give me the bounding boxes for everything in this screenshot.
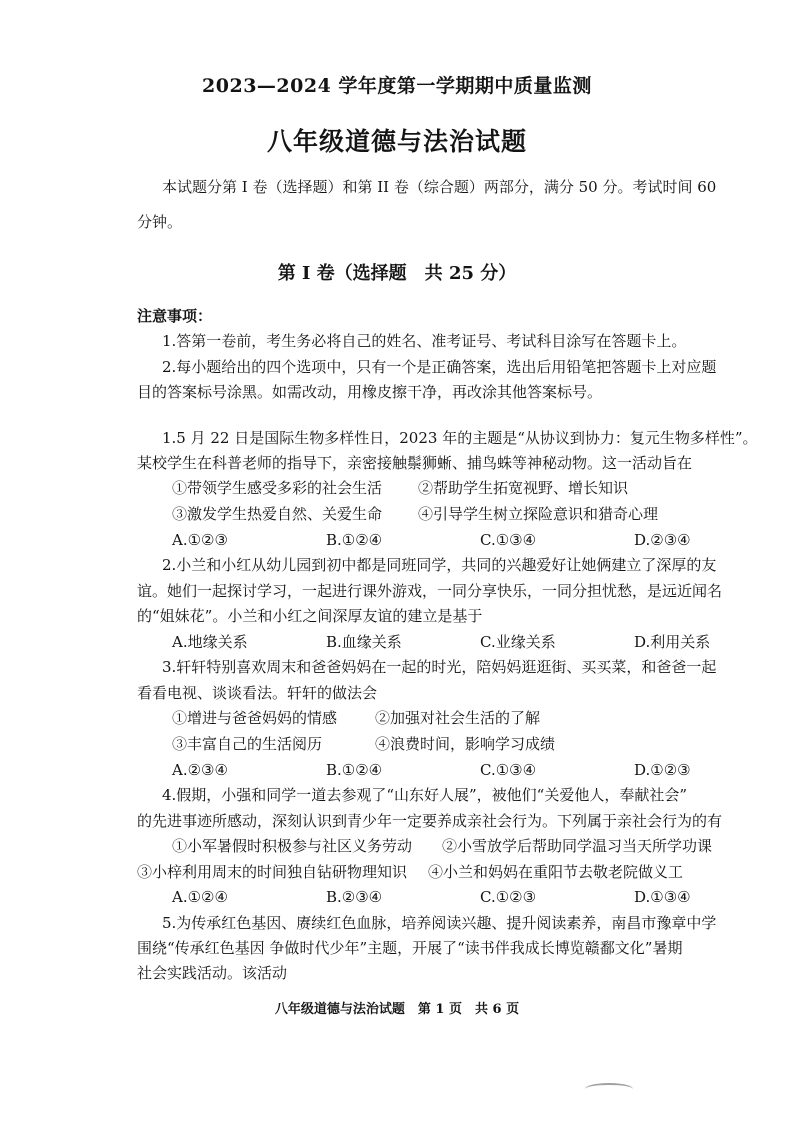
q1-option-d: D.②③④	[634, 531, 691, 549]
q4-statement-1: ①小军暑假时积极参与社区义务劳动	[172, 837, 413, 855]
q4-stem-line-1: 4.假期，小强和同学一道去参观了“山东好人展”，被他们“关爱他人，奉献社会”	[162, 786, 687, 804]
q3-stem-line-1: 3.轩轩特别喜欢周末和爸爸妈妈在一起的时光，陪妈妈逛逛街、买买菜，和爸爸一起	[162, 658, 717, 676]
q1-statement-1: ①带领学生感受多彩的社会生活	[172, 479, 383, 497]
q1-stem-line-2: 某校学生在科普老师的指导下，亲密接触鬃狮蜥、捕鸟蛛等神秘动物。这一活动旨在	[137, 454, 693, 472]
q4-option-d: D.①③④	[634, 888, 691, 906]
q1-statement-4: ④引导学生树立探险意识和猎奇心理	[418, 505, 659, 523]
q2-option-b: B.血缘关系	[326, 633, 402, 651]
exam-period-heading: 2023—2024 学年度第一学期期中质量监测	[202, 75, 592, 97]
q1-statement-3: ③激发学生热爱自然、关爱生命	[172, 505, 383, 523]
note-item-1: 1.答第一卷前，考生务必将自己的姓名、准考证号、考试科目涂写在答题卡上。	[162, 332, 687, 350]
q2-option-a: A.地缘关系	[172, 633, 248, 651]
page-title: 八年级道德与法治试题	[266, 127, 527, 156]
q1-option-a: A.①②③	[172, 531, 228, 549]
q2-option-d: D.利用关系	[634, 633, 711, 651]
q1-option-c: C.①③④	[480, 531, 537, 549]
q2-stem-line-1: 2.小兰和小红从幼儿园到初中都是同班同学，共同的兴趣爱好让她俩建立了深厚的友	[162, 556, 717, 574]
q4-statement-4: ④小兰和妈妈在重阳节去敬老院做义工	[428, 863, 684, 881]
q4-statement-2: ②小雪放学后帮助同学温习当天所学功课	[442, 837, 713, 855]
notes-heading: 注意事项：	[137, 307, 213, 325]
q5-stem-line-1: 5.为传承红色基因、赓续红色血脉，培养阅读兴趣、提升阅读素养，南昌市豫章中学	[162, 914, 717, 932]
q3-option-a: A.②③④	[172, 761, 228, 779]
note-item-2-line-1: 2.每小题给出的四个选项中，只有一个是正确答案，选出后用铅笔把答题卡上对应题	[162, 358, 717, 376]
q4-option-c: C.①②③	[480, 888, 537, 906]
note-item-2-line-2: 目的答案标号涂黑。如需改动，用橡皮擦干净，再改涂其他答案标号。	[137, 383, 603, 401]
q2-stem-line-2: 谊。她们一起探讨学习，一起进行课外游戏，一同分享快乐，一同分担忧愁，是远近闻名	[137, 582, 723, 600]
q4-stem-line-2: 的先进事迹所感动，深刻认识到青少年一定要养成亲社会行为。下列属于亲社会行为的有	[137, 812, 723, 830]
q5-stem-line-3: 社会实践活动。该活动	[137, 964, 288, 982]
scan-mark	[585, 1083, 633, 1095]
q4-option-b: B.②③④	[326, 888, 383, 906]
q2-stem-line-3: 的“姐妹花”。小兰和小红之间深厚友谊的建立是基于	[137, 607, 483, 625]
q4-option-a: A.①②④	[172, 888, 228, 906]
page-footer: 八年级道德与法治试题 第 1 页 共 6 页	[274, 1002, 520, 1017]
intro-line-2: 分钟。	[137, 213, 183, 231]
q3-statement-1: ①增进与爸爸妈妈的情感	[172, 709, 338, 727]
q3-option-b: B.①②④	[326, 761, 383, 779]
q1-statement-2: ②帮助学生拓宽视野、增长知识	[418, 479, 629, 497]
q2-option-c: C.业缘关系	[480, 633, 556, 651]
q3-option-c: C.①③④	[480, 761, 537, 779]
section-title: 第 I 卷（选择题 共 25 分）	[277, 263, 517, 284]
q3-statement-3: ③丰富自己的生活阅历	[172, 735, 323, 753]
q4-statement-3: ③小梓利用周末的时间独自钻研物理知识	[137, 863, 408, 881]
intro-line-1: 本试题分第 I 卷（选择题）和第 II 卷（综合题）两部分，满分 50 分。考试时间 60	[162, 178, 717, 196]
q3-statement-4: ④浪费时间，影响学习成绩	[375, 735, 556, 753]
q1-option-b: B.①②④	[326, 531, 383, 549]
q1-stem-line-1: 1.5 月 22 日是国际生物多样性日，2023 年的主题是“从协议到协力：复元生物多样性”。	[162, 429, 758, 447]
q3-option-d: D.①②③	[634, 761, 691, 779]
q5-stem-line-2: 围绕“传承红色基因 争做时代少年”主题，开展了“读书伴我成长博览赣鄱文化”暑期	[137, 939, 683, 957]
q3-statement-2: ②加强对社会生活的了解	[375, 709, 541, 727]
q3-stem-line-2: 看看电视、谈谈看法。轩轩的做法会	[137, 684, 378, 702]
